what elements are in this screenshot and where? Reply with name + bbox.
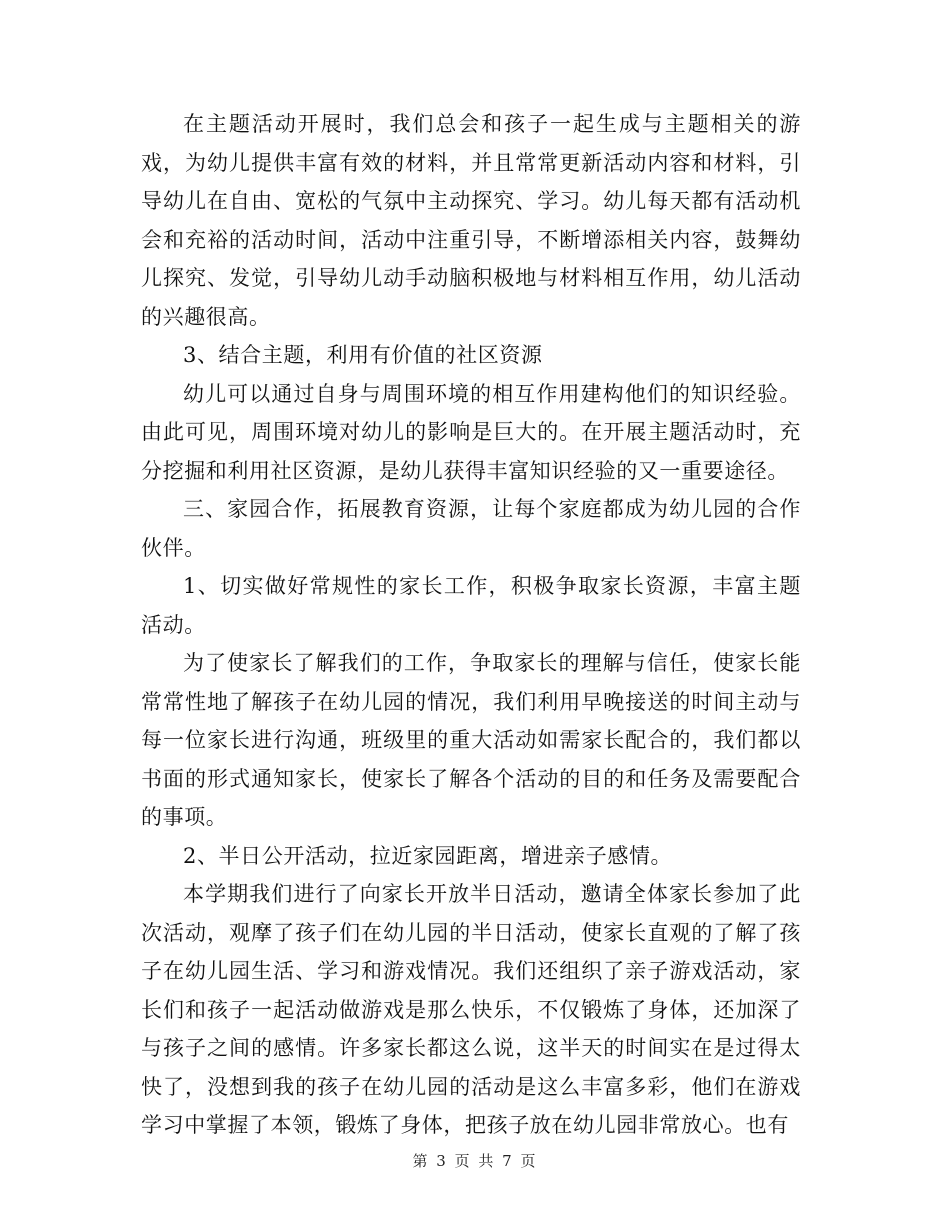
section-heading: 2、半日公开活动，拉近家园距离，增进亲子感情。	[183, 843, 673, 868]
document-body	[141, 105, 801, 1145]
paragraph: 幼儿可以通过自身与周围环境的相互作用建构他们的知识经验。由此可见，周围环境对幼儿的影响是巨大的。在开展主题活动时，充分挖掘和利用社区资源，是幼儿获得丰富知识经验的又一重要途径。	[141, 381, 801, 483]
paragraph: 本学期我们进行了向家长开放半日活动，邀请全体家长参加了此次活动，观摩了孩子们在幼儿园的半日活动，使家长直观的了解了孩子在幼儿园生活、学习和游戏情况。我们还组织了亲子游戏活动，家长们和孩子一起活动做游戏是那么快乐，不仅锻炼了身体，还加深了与孩子之间的感情。许多家长都这么说，这半天的时间实在是过得太快了，没想到我的孩子在幼儿园的活动是这么丰富多彩，他们在游戏学习中掌握了本领，锻炼了身体，把孩子放在幼儿园非常放心。也有	[141, 882, 801, 1137]
section-heading: 1、切实做好常规性的家长工作，积极争取家长资源，丰富主题活动。	[141, 574, 801, 637]
paragraph: 为了使家长了解我们的工作，争取家长的理解与信任，使家长能常常性地了解孩子在幼儿园的情况，我们利用早晚接送的时间主动与每一位家长进行沟通，班级里的重大活动如需家长配合的，我们都以书面的形式通知家长，使家长了解各个活动的目的和任务及需要配合的事项。	[141, 651, 801, 829]
paragraph: 在主题活动开展时，我们总会和孩子一起生成与主题相关的游戏，为幼儿提供丰富有效的材料，并且常常更新活动内容和材料，引导幼儿在自由、宽松的气氛中主动探究、学习。幼儿每天都有活动机会和充裕的活动时间，活动中注重引导，不断增添相关内容，鼓舞幼儿探究、发觉，引导幼儿动手动脑积极地与材料相互作用，幼儿活动的兴趣很高。	[141, 112, 801, 329]
section-heading: 三、家园合作，拓展教育资源，让每个家庭都成为幼儿园的合作伙伴。	[141, 497, 801, 560]
section-heading: 3、结合主题，利用有价值的社区资源	[183, 343, 543, 367]
page-footer: 第 3 页 共 7 页	[412, 1152, 538, 1170]
